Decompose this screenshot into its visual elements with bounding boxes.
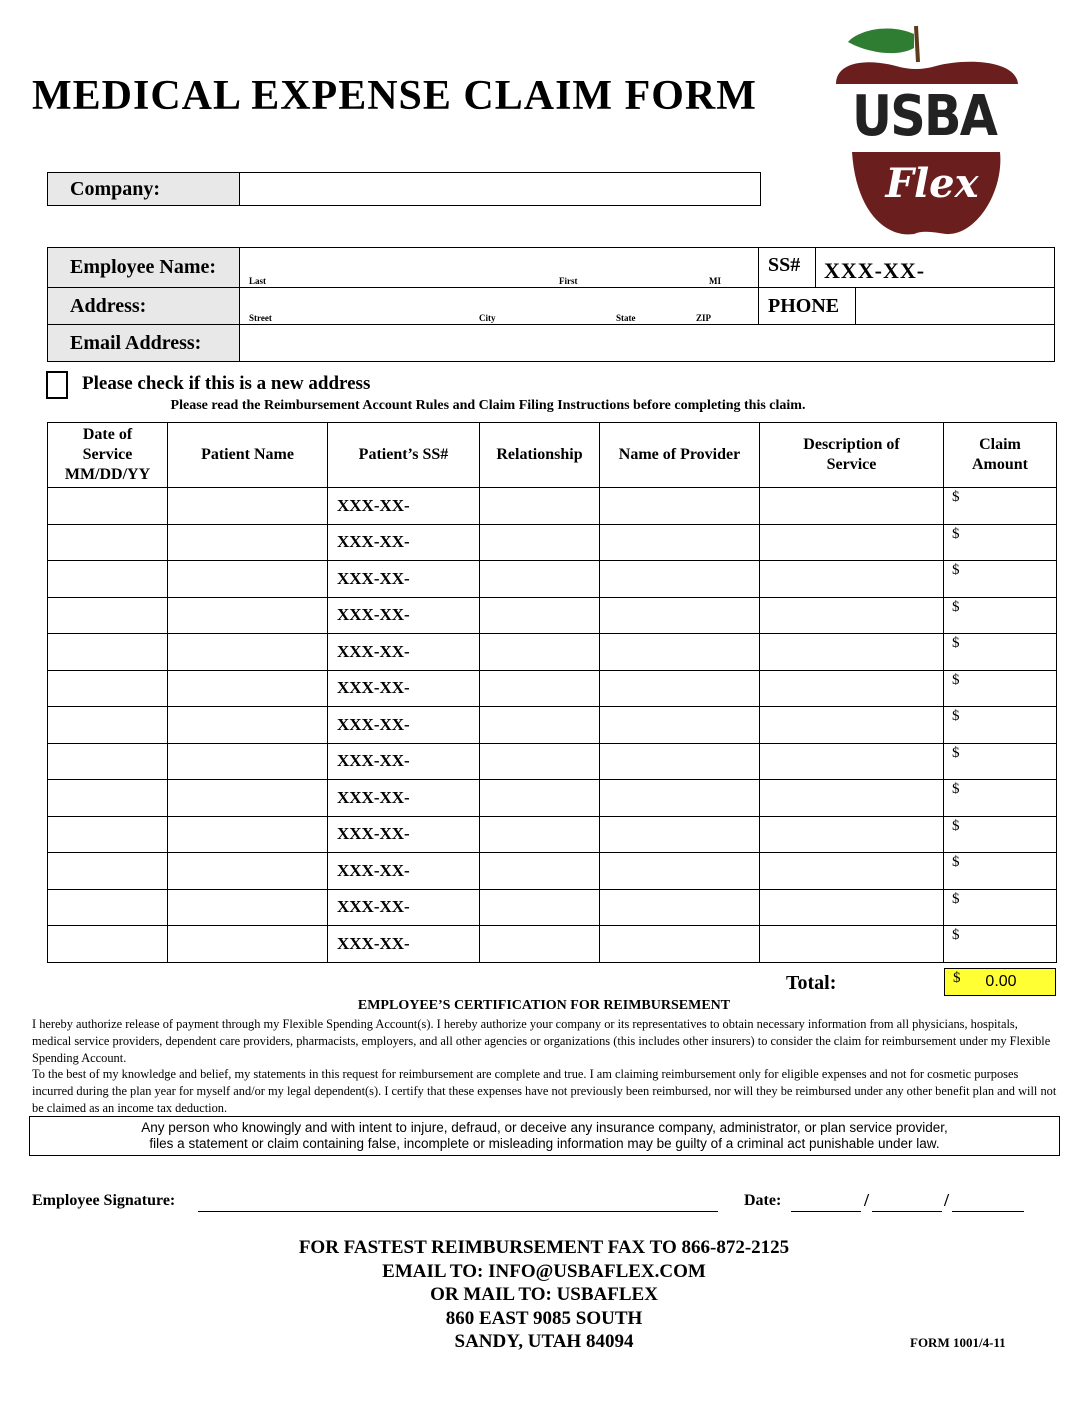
patient-ss-cell[interactable] (328, 597, 480, 634)
description-cell[interactable] (760, 597, 944, 634)
table-row (48, 670, 1057, 707)
footer-email-line: EMAIL TO: INFO@USBAFLEX.COM (382, 1260, 706, 1282)
footer-mail-line: OR MAIL TO: USBAFLEX (430, 1284, 658, 1305)
patient-ss-cell[interactable] (328, 561, 480, 598)
employee-name-label: Employee Name: (47, 247, 240, 288)
total-value: 0.00 (985, 973, 1017, 990)
ss-label: SS# (758, 247, 816, 288)
patient-ss-cell[interactable] (328, 670, 480, 707)
table-row (48, 889, 1057, 926)
relationship-cell[interactable] (480, 524, 600, 561)
patient-ss-value: XXX-XX- (337, 860, 410, 880)
patient-name-cell[interactable] (168, 889, 328, 926)
description-cell[interactable] (760, 634, 944, 671)
page-title: MEDICAL EXPENSE CLAIM FORM (32, 73, 757, 119)
claim-amount-cell[interactable] (944, 926, 1057, 963)
certification-heading: EMPLOYEE’S CERTIFICATION FOR REIMBURSEMENT (357, 998, 731, 1013)
email-label: Email Address: (47, 324, 240, 362)
relationship-cell[interactable] (480, 889, 600, 926)
date-of-service-cell[interactable] (48, 488, 168, 525)
phone-label: PHONE (758, 287, 856, 325)
currency-symbol: $ (952, 598, 960, 615)
col-relationship: Relationship (480, 423, 600, 488)
patient-name-cell[interactable] (168, 853, 328, 890)
patient-ss-value: XXX-XX- (337, 605, 410, 625)
patient-ss-value: XXX-XX- (337, 678, 410, 698)
description-cell[interactable] (760, 707, 944, 744)
patient-name-cell[interactable] (168, 488, 328, 525)
col-date-of-service: Date of Service MM/DD/YY (48, 423, 168, 488)
provider-cell[interactable] (600, 816, 760, 853)
description-cell[interactable] (760, 743, 944, 780)
table-row (48, 634, 1057, 671)
total-label: Total: (786, 972, 837, 994)
table-row (48, 707, 1057, 744)
table-row (48, 524, 1057, 561)
patient-ss-cell[interactable] (328, 524, 480, 561)
relationship-cell[interactable] (480, 488, 600, 525)
logo-text-flex: Flex (885, 160, 979, 207)
provider-cell[interactable] (600, 780, 760, 817)
logo-text-usba: USBA (852, 84, 997, 149)
patient-ss-cell[interactable] (328, 707, 480, 744)
footer-city-line: SANDY, UTAH 84094 (454, 1331, 634, 1352)
table-row (48, 853, 1057, 890)
patient-name-cell[interactable] (168, 816, 328, 853)
description-cell[interactable] (760, 853, 944, 890)
signature-label: Employee Signature: (32, 1192, 176, 1209)
currency-symbol: $ (952, 671, 960, 688)
date-of-service-cell[interactable] (48, 889, 168, 926)
description-cell[interactable] (760, 780, 944, 817)
description-cell[interactable] (760, 889, 944, 926)
footer-fax-line: FOR FASTEST REIMBURSEMENT FAX TO 866-872-2125 (298, 1237, 790, 1258)
sublabel-first: First (559, 276, 578, 286)
claim-amount-cell[interactable] (944, 597, 1057, 634)
patient-name-cell[interactable] (168, 634, 328, 671)
ss-field[interactable] (815, 247, 1055, 288)
provider-cell[interactable] (600, 634, 760, 671)
patient-ss-value: XXX-XX- (337, 495, 410, 515)
form-number: FORM 1001/4-11 (910, 1335, 1006, 1350)
relationship-cell[interactable] (480, 780, 600, 817)
provider-cell[interactable] (600, 488, 760, 525)
claim-amount-cell[interactable] (944, 524, 1057, 561)
description-cell[interactable] (760, 926, 944, 963)
patient-name-cell[interactable] (168, 780, 328, 817)
currency-symbol: $ (952, 744, 960, 761)
sublabel-city: City (479, 313, 496, 323)
patient-name-cell[interactable] (168, 597, 328, 634)
claim-amount-cell[interactable] (944, 561, 1057, 598)
total-currency: $ (953, 970, 961, 986)
table-header-row (48, 423, 1057, 488)
col-claim-amount: Claim Amount (944, 423, 1057, 488)
certification-text (32, 1016, 1058, 1117)
certification-paragraph-2: To the best of my knowledge and belief, my statements in this request for reimbursement are complete and true. I am claiming reimbursement only for eligible expenses and not for cosmetic purposes incurred during the plan year for myself and/or my legal dependent(s). I certify that these expenses have not previously been reimbursed, nor will they be reimbursed under any other benefit plan and will not be claimed as an income tax deduction. (32, 1067, 1057, 1115)
currency-symbol: $ (952, 817, 960, 834)
phone-field[interactable] (855, 287, 1055, 325)
sublabel-state: State (616, 313, 636, 323)
claim-amount-cell[interactable] (944, 707, 1057, 744)
sublabel-last: Last (249, 276, 267, 286)
col-description-of-service: Description of Service (760, 423, 944, 488)
table-row (48, 561, 1057, 598)
patient-ss-value: XXX-XX- (337, 714, 410, 734)
table-row (48, 488, 1057, 525)
patient-ss-value: XXX-XX- (337, 933, 410, 953)
currency-symbol: $ (952, 781, 960, 797)
patient-ss-value: XXX-XX- (337, 897, 410, 917)
description-cell[interactable] (760, 488, 944, 525)
table-row (48, 926, 1057, 963)
provider-cell[interactable] (600, 743, 760, 780)
patient-ss-value: XXX-XX- (337, 532, 410, 552)
patient-name-cell[interactable] (168, 743, 328, 780)
table-row (48, 743, 1057, 780)
email-field[interactable] (239, 324, 1055, 362)
fraud-warning-line-1: Any person who knowingly and with intent to injure, defraud, or deceive any insurance company, administrator, or plan service provider, (141, 1120, 948, 1135)
instructions-note: Please read the Reimbursement Account Rules and Claim Filing Instructions before completing this claim. (170, 398, 806, 413)
patient-name-cell[interactable] (168, 561, 328, 598)
employee-name-field[interactable] (239, 247, 759, 288)
claim-amount-cell[interactable] (944, 670, 1057, 707)
relationship-cell[interactable] (480, 816, 600, 853)
relationship-cell[interactable] (480, 707, 600, 744)
provider-cell[interactable] (600, 889, 760, 926)
patient-ss-cell[interactable] (328, 743, 480, 780)
company-field[interactable] (239, 172, 761, 206)
relationship-cell[interactable] (480, 743, 600, 780)
new-address-label: Please check if this is a new address (82, 373, 371, 394)
claims-table (47, 422, 1057, 963)
date-day-line[interactable] (872, 1211, 942, 1212)
patient-ss-cell[interactable] (328, 488, 480, 525)
claim-amount-cell[interactable] (944, 780, 1057, 817)
total-amount-field[interactable] (944, 968, 1056, 996)
fraud-warning-line-2: files a statement or claim containing false, incomplete or misleading information may be guilty of a criminal act punishable under law. (149, 1136, 940, 1151)
provider-cell[interactable] (600, 670, 760, 707)
fraud-warning-box (29, 1116, 1060, 1156)
currency-symbol: $ (952, 854, 960, 870)
relationship-cell[interactable] (480, 561, 600, 598)
currency-symbol: $ (952, 927, 960, 943)
patient-name-cell[interactable] (168, 670, 328, 707)
col-patient-ss: Patient’s SS# (328, 423, 480, 488)
relationship-cell[interactable] (480, 597, 600, 634)
claim-amount-cell[interactable] (944, 634, 1057, 671)
date-separator-2: / (944, 1190, 950, 1210)
patient-ss-value: XXX-XX- (337, 751, 410, 771)
description-cell[interactable] (760, 670, 944, 707)
date-of-service-cell[interactable] (48, 707, 168, 744)
currency-symbol: $ (952, 489, 960, 505)
claim-amount-cell[interactable] (944, 488, 1057, 525)
date-label: Date: (744, 1192, 782, 1209)
patient-ss-cell[interactable] (328, 926, 480, 963)
currency-symbol: $ (952, 525, 960, 542)
date-of-service-cell[interactable] (48, 634, 168, 671)
patient-ss-value: XXX-XX- (337, 787, 410, 807)
provider-cell[interactable] (600, 853, 760, 890)
provider-cell[interactable] (600, 561, 760, 598)
date-of-service-cell[interactable] (48, 597, 168, 634)
patient-ss-cell[interactable] (328, 889, 480, 926)
relationship-cell[interactable] (480, 670, 600, 707)
description-cell[interactable] (760, 816, 944, 853)
provider-cell[interactable] (600, 707, 760, 744)
patient-ss-value: XXX-XX- (337, 568, 410, 588)
claim-amount-cell[interactable] (944, 743, 1057, 780)
currency-symbol: $ (952, 635, 960, 651)
col-patient-name: Patient Name (168, 423, 328, 488)
currency-symbol: $ (952, 562, 960, 578)
provider-cell[interactable] (600, 597, 760, 634)
relationship-cell[interactable] (480, 634, 600, 671)
date-of-service-cell[interactable] (48, 853, 168, 890)
ss-value: XXX-XX- (824, 258, 926, 283)
table-row (48, 597, 1057, 634)
date-of-service-cell[interactable] (48, 780, 168, 817)
footer-street-line: 860 EAST 9085 SOUTH (445, 1307, 643, 1329)
date-year-line[interactable] (952, 1211, 1024, 1212)
relationship-cell[interactable] (480, 926, 600, 963)
claim-amount-cell[interactable] (944, 816, 1057, 853)
table-row (48, 816, 1057, 853)
table-row (48, 780, 1057, 817)
patient-ss-cell[interactable] (328, 780, 480, 817)
sublabel-street: Street (249, 313, 272, 323)
sublabel-zip: ZIP (696, 313, 712, 323)
patient-ss-value: XXX-XX- (337, 641, 410, 661)
address-field[interactable] (239, 287, 759, 325)
currency-symbol: $ (952, 708, 960, 724)
certification-paragraph-1: I hereby authorize release of payment through my Flexible Spending Account(s). I hereby authorize your company or its representatives to obtain necessary information from all physicians, hospitals, medical service providers, dependent care providers, pharmacists, employers, and all other agencies or organizations (this includes other insurers) to consider the claim for reimbursement under my Flexible Spending Account. (32, 1017, 1051, 1065)
date-of-service-cell[interactable] (48, 743, 168, 780)
provider-cell[interactable] (600, 524, 760, 561)
date-of-service-cell[interactable] (48, 524, 168, 561)
sublabel-mi: MI (709, 276, 721, 286)
company-label: Company: (47, 172, 240, 206)
date-separator-1: / (864, 1190, 870, 1210)
date-of-service-cell[interactable] (48, 670, 168, 707)
patient-ss-value: XXX-XX- (337, 824, 410, 844)
relationship-cell[interactable] (480, 853, 600, 890)
new-address-checkbox[interactable] (46, 371, 68, 399)
col-name-of-provider: Name of Provider (600, 423, 760, 488)
claim-amount-cell[interactable] (944, 853, 1057, 890)
patient-ss-cell[interactable] (328, 816, 480, 853)
date-month-line[interactable] (791, 1211, 861, 1212)
date-of-service-cell[interactable] (48, 561, 168, 598)
provider-cell[interactable] (600, 926, 760, 963)
claim-amount-cell[interactable] (944, 889, 1057, 926)
description-cell[interactable] (760, 561, 944, 598)
description-cell[interactable] (760, 524, 944, 561)
patient-ss-cell[interactable] (328, 853, 480, 890)
date-of-service-cell[interactable] (48, 816, 168, 853)
patient-ss-cell[interactable] (328, 634, 480, 671)
patient-name-cell[interactable] (168, 926, 328, 963)
signature-line[interactable] (198, 1211, 718, 1212)
patient-name-cell[interactable] (168, 524, 328, 561)
date-of-service-cell[interactable] (48, 926, 168, 963)
patient-name-cell[interactable] (168, 707, 328, 744)
address-label: Address: (47, 287, 240, 325)
currency-symbol: $ (952, 890, 960, 907)
